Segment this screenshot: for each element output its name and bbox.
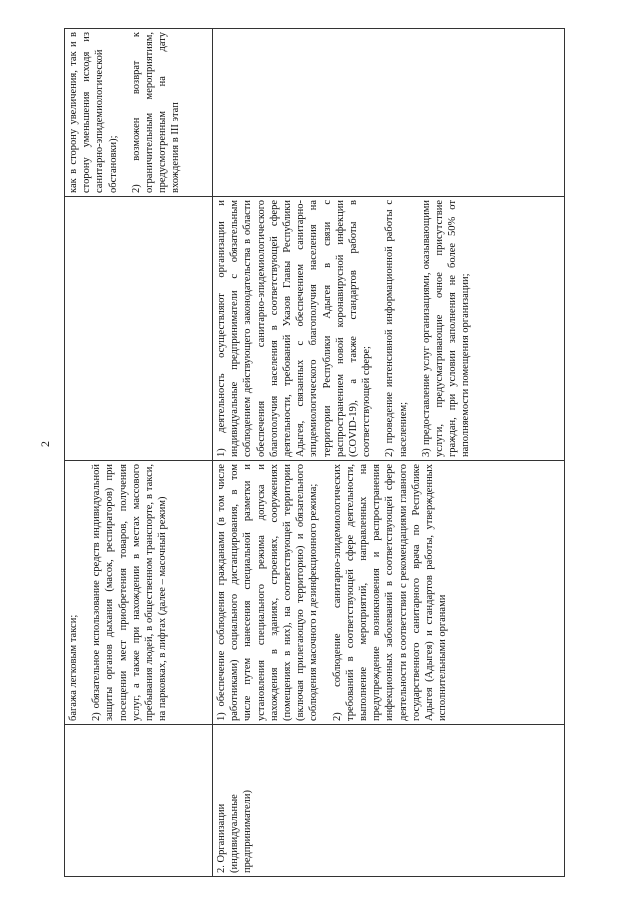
cell-subject — [213, 725, 565, 877]
cell-paragraph: 1) обеспечение соблюдения гражданами (в том числе работниками) социального дистанцирования, в том числе путем нанесения специальной разметки и установления специального режима допуска и нахождения в зданиях, строениях, сооружениях (помещениях в них), на соответствующей территории (включая прилегающую территорию) и обязательного соблюдения масочного и дезинфекционного режима; — [216, 464, 320, 721]
table-row — [213, 29, 565, 877]
cell-paragraph: 1) деятельность осуществляют организации и индивидуальные предприниматели с обязательным соблюдением действующего законодательства в области обеспечения санитарно-эпидемиологического благополучия населения в соответствующей сфере деятельности, требований Указов Главы Республики Адыгея, связанных с обеспечением санитарно-эпидемиологического благополучия населения на территории Республики Адыгея в связи с распространением новой коронавирусной инфекции (COVID-19), а также стандартов работы в соответствующей сфере; — [216, 200, 373, 457]
cell-stage-2-measures — [65, 461, 213, 725]
cell-paragraph: 2) возможен возврат к ограничительным мероприятиям, предусмотренным на дату вхождения в III этап — [130, 32, 182, 193]
cell-paragraph: 2) соблюдение санитарно-эпидемиологических требований в соответствующей сфере деятельности, выполнение мероприятий, направленных на предупреждение возникновения и распространения инфекционных заболеваний в соответствующей сфере деятельности в соответствии с рекомендациями главного государственного санитарного врача по Республике Адыгея (Адыгея) и стандартов работы, утвержденных исполнительными органами — [331, 464, 449, 721]
cell-subject — [65, 725, 213, 877]
measures-table — [64, 28, 565, 877]
cell-paragraph: 2) обязательное использование средств индивидуальной защиты органов дыхания (масок, респираторов) при посещении мест приобретения товаров, получения услуг, а также при нахождении в местах массового пребывания людей, в общественном транспорте, в такси, на парковках, в лифтах (далее – масочный режим) — [91, 464, 169, 721]
table-row — [65, 29, 213, 877]
cell-paragraph: багажа легковым такси; — [68, 614, 79, 721]
page-number: 2 — [38, 441, 52, 447]
cell-paragraph: 2) проведение интенсивной информационной работы с населением; — [384, 200, 409, 457]
cell-stage-3-measures — [65, 197, 213, 461]
cell-paragraph: как в сторону увеличения, так и в сторону уменьшения исходя из санитарно-эпидемиологической обстановки); — [68, 32, 119, 193]
cell-stage-2-measures — [213, 461, 565, 725]
cell-stage-3-measures — [213, 197, 565, 461]
cell-paragraph: 3) предоставление услуг организациями, оказывающими услуги, предусматривающие очное присутствие граждан, при условии заполнения не более 50% от наполняемости помещения организации; — [420, 200, 472, 457]
cell-notes — [65, 29, 213, 197]
cell-text: 2. Организации (индивидуальные предприниматели) — [216, 789, 254, 873]
cell-notes — [213, 29, 565, 197]
rotated-page-content — [64, 32, 564, 877]
